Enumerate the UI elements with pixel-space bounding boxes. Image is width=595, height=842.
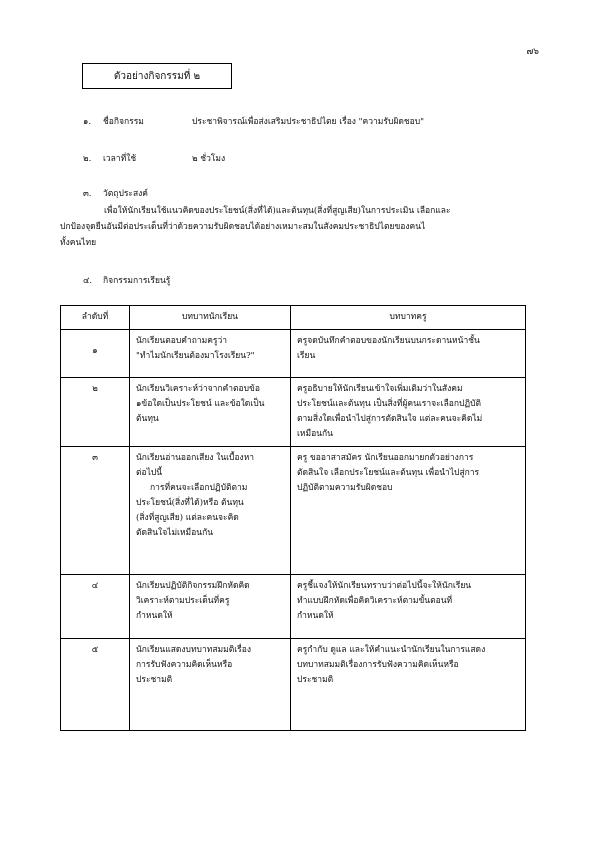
header-student-role: บทบาทนักเรียน bbox=[130, 306, 291, 330]
row-number: ๓ bbox=[61, 447, 130, 575]
header-order: ลำดับที่ bbox=[61, 306, 130, 330]
teacher-line: ประโยชน์และต้นทุน เป็นสิ่งที่ผู้คนเราจะเลือกปฏิบัติ bbox=[297, 399, 482, 409]
section-number-4: ๔. bbox=[83, 276, 93, 286]
section-number-1: ๑. bbox=[83, 117, 92, 127]
student-line: กำหนดให้ bbox=[136, 611, 173, 621]
activity-table bbox=[60, 305, 526, 731]
row-number: ๕ bbox=[61, 639, 130, 731]
student-line: "ทำไมนักเรียนต้องมาโรงเรียน?" bbox=[136, 351, 255, 361]
teacher-role-cell bbox=[291, 639, 526, 731]
teacher-line: กำหนดให้ bbox=[297, 611, 334, 621]
table-row bbox=[61, 639, 526, 731]
student-line: นักเรียนตอบคำถามครูว่า bbox=[136, 336, 228, 346]
student-line: นักเรียนอ่านออกเสียง ในเบื้องหา bbox=[136, 453, 255, 463]
page-title-box bbox=[82, 63, 232, 89]
objective-line-2: ปกป้องจุดยืนอันมีต่อประเด็นที่ว่าด้วยความรับผิดชอบได้อย่างเหมาะสมในสังคมประชาธิปไตยของคนไ bbox=[60, 222, 426, 232]
page-number: ๗๖ bbox=[526, 47, 539, 57]
table-row bbox=[61, 447, 526, 575]
student-line: ประโยชน์(สิ่งที่ได้)หรือ ต้นทุน bbox=[136, 498, 244, 508]
header-teacher-role: บทบาทครู bbox=[291, 306, 526, 330]
table-row bbox=[61, 575, 526, 639]
teacher-line: ตัดสินใจ เลือกประโยชน์และต้นทุน เพื่อนำไปสู่การ bbox=[297, 468, 480, 478]
teacher-line: ประชามติ bbox=[297, 675, 334, 685]
table-row bbox=[61, 378, 526, 447]
learning-label: กิจกรรมการเรียนรู้ bbox=[103, 276, 171, 286]
teacher-role-cell bbox=[291, 575, 526, 639]
objective-paragraph bbox=[60, 203, 530, 251]
student-line: การที่คนจะเลือกปฏิบัติตาม bbox=[150, 483, 248, 493]
student-line: การรับฟังความคิดเห็นหรือ bbox=[136, 660, 233, 670]
teacher-line: บทบาทสมมติเรื่องการรับฟังความคิดเห็นหรือ bbox=[297, 660, 459, 670]
student-line: นักเรียนวิเคราะห์ว่าจากคำตอบข้อ bbox=[136, 384, 260, 394]
teacher-line: ทำแบบฝึกหัดเพื่อคิดวิเคราะห์ตามขั้นตอนที่ bbox=[297, 596, 453, 606]
teacher-line: ปฏิบัติตามความรับผิดชอบ bbox=[297, 483, 393, 493]
teacher-line: ครูชี้แจงให้นักเรียนทราบว่าต่อไปนี้จะให้นักเรียน bbox=[297, 581, 472, 591]
teacher-line: ครูอธิบายให้นักเรียนเข้าใจเพิ่มเติมว่าในสังคม bbox=[297, 384, 463, 394]
student-role-cell bbox=[130, 639, 291, 731]
teacher-line: เรียน bbox=[297, 351, 316, 361]
row-number: ๔ bbox=[61, 575, 130, 639]
row-number: ๒ bbox=[61, 378, 130, 447]
table-header-row bbox=[61, 306, 526, 330]
student-line: ประชามติ bbox=[136, 675, 173, 685]
student-role-cell bbox=[130, 378, 291, 447]
student-line: นักเรียนปฏิบัติกิจกรรมฝึกหัดคิด bbox=[136, 581, 250, 591]
page-title: ตัวอย่างกิจกรรมที่ ๒ bbox=[113, 70, 201, 82]
teacher-line: ครู ขออาสาสมัคร นักเรียนออกมายกตัวอย่างการ bbox=[297, 453, 474, 463]
teacher-role-cell bbox=[291, 447, 526, 575]
section-number-2: ๒. bbox=[83, 154, 92, 164]
student-line: ๑ข้อใดเป็นประโยชน์ และข้อใดเป็น bbox=[136, 399, 265, 409]
activity-name-value: ประชาพิจารณ์เพื่อส่งเสริมประชาธิปไตย เรื่อง "ความรับผิดชอบ" bbox=[192, 117, 425, 127]
objective-line-3: ทั้งคนไทย bbox=[60, 238, 97, 248]
objective-label: วัตถุประสงค์ bbox=[103, 189, 148, 199]
duration-value: ๒ ชั่วโมง bbox=[192, 154, 226, 164]
teacher-role-cell bbox=[291, 378, 526, 447]
teacher-role-cell bbox=[291, 330, 526, 378]
table-row bbox=[61, 330, 526, 378]
teacher-line: เหมือนกัน bbox=[297, 429, 333, 439]
teacher-line: ตามสิ่งใดเพื่อนำไปสู่การตัดสินใจ แต่ละคนจะคิดไม่ bbox=[297, 414, 483, 424]
teacher-line: ครูกำกับ ดูแล และให้คำแนะนำนักเรียนในการแสดง bbox=[297, 645, 486, 655]
row-number: ๑ bbox=[61, 330, 130, 378]
student-line: นักเรียนแสดงบทบาทสมมติเรื่อง bbox=[136, 645, 251, 655]
teacher-line: ครูจดบันทึกคำตอบของนักเรียนบนกระดานหน้าชั้น bbox=[297, 336, 480, 346]
section-number-3: ๓. bbox=[83, 189, 92, 199]
student-role-cell bbox=[130, 330, 291, 378]
duration-label: เวลาที่ใช้ bbox=[103, 154, 137, 164]
student-role-cell bbox=[130, 447, 291, 575]
objective-line-1: เพื่อให้นักเรียนใช้แนวคิดของประโยชน์(สิ่งที่ได้)และต้นทุน(สิ่งที่สูญเสีย)ในการประเมิน เลือกและ bbox=[104, 206, 451, 216]
student-role-cell bbox=[130, 575, 291, 639]
activity-name-label: ชื่อกิจกรรม bbox=[103, 117, 144, 127]
student-line: ตัดสินใจไม่เหมือนกัน bbox=[136, 528, 214, 538]
student-line: ต่อไปนี้ bbox=[136, 468, 163, 478]
student-line: วิเคราะห์ตามประเด็นที่ครู bbox=[136, 596, 230, 606]
student-line: ต้นทุน bbox=[136, 414, 159, 424]
student-line: (สิ่งที่สูญเสีย) แต่ละคนจะคิด bbox=[136, 513, 239, 523]
